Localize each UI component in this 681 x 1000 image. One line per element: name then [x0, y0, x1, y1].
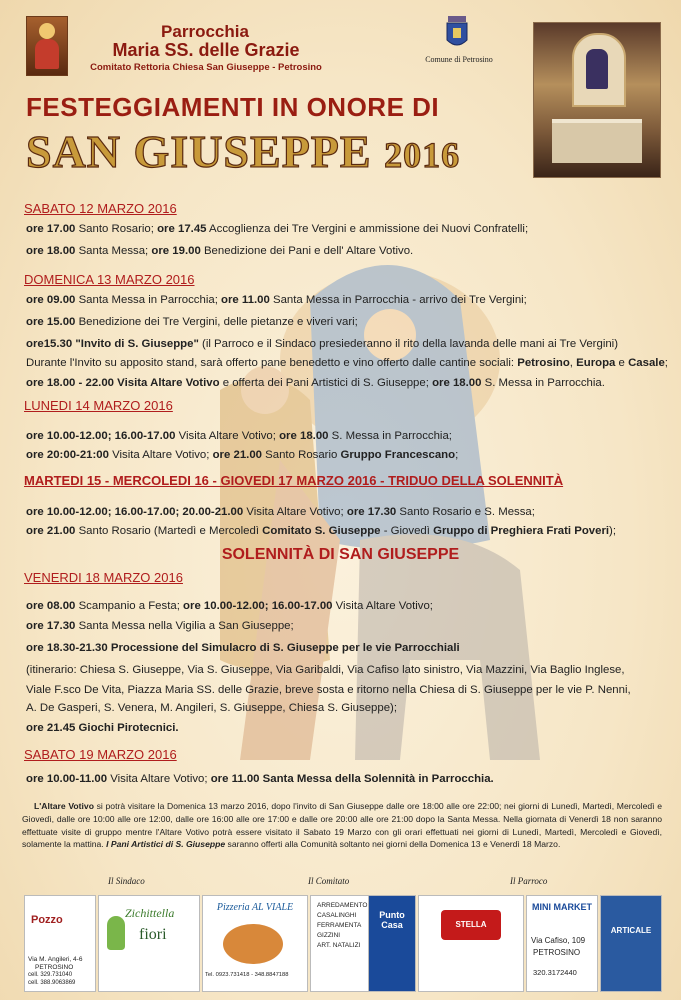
- day-heading: DOMENICA 13 MARZO 2016: [24, 272, 195, 287]
- time-bold: ore15.30 "Invito di S. Giuseppe": [26, 338, 199, 350]
- line-text: S. Messa in Parrocchia;: [328, 430, 452, 442]
- sponsor-mini-market-tel: 320.3172440: [533, 968, 577, 977]
- sponsor-mini-market-addr: Via Cafiso, 109: [531, 936, 586, 945]
- line-text: (il Parroco e il Sindaco presiederanno il rito della lavanda delle mani ai Tre Vergini): [198, 338, 619, 350]
- parrocchia-label: Parrocchia: [161, 22, 249, 41]
- time-bold: Europa: [576, 357, 616, 369]
- sponsor-punto-casa: [368, 895, 416, 992]
- line-text: ;: [455, 449, 459, 461]
- time-bold: ore 18.00: [279, 430, 329, 442]
- sponsor-pizzeria-tel: Tel. 0923.731418 - 348.8847188: [205, 972, 289, 978]
- time-bold: ore 10.00-12.00; 16.00-17.00: [183, 600, 333, 612]
- line-text: Santa Messa;: [75, 245, 152, 257]
- program-line: [26, 702, 397, 714]
- line-text: Santa Messa in Parrocchia;: [75, 294, 222, 306]
- title-year: 2016: [384, 135, 461, 175]
- sign-comitato: Il Comitato: [308, 876, 350, 886]
- program-line: [26, 338, 618, 350]
- note-bold: I Pani Artistici di S. Giuseppe: [106, 839, 226, 850]
- time-bold: ore 17.00: [26, 223, 76, 235]
- line-text: Durante l'Invito su apposito stand, sarà offerto pane benedetto e vino offerto dalle cantine sociali:: [26, 357, 518, 369]
- sponsor-pozzo: [24, 895, 96, 992]
- sponsor-stella-arredi-name: STELLA ARREDI: [441, 910, 501, 940]
- line-text: Santo Rosario;: [75, 223, 158, 235]
- time-bold: ore 21.45 Giochi Pirotecnici.: [26, 722, 179, 734]
- time-bold: ore 18.00: [26, 245, 76, 257]
- program-line: [26, 642, 460, 654]
- sign-sindaco: Il Sindaco: [108, 876, 145, 886]
- sponsor-zichittella: [98, 895, 200, 992]
- title-line1: FESTEGGIAMENTI IN ONORE DI: [26, 92, 440, 122]
- time-bold: ore 11.00: [221, 294, 270, 306]
- time-bold: ore 20:00-21:00: [26, 449, 109, 461]
- line-text: ;: [664, 357, 668, 369]
- day-heading: SABATO 12 MARZO 2016: [24, 201, 177, 216]
- sponsor-casalinghi-item-1: CASALINGHI: [317, 912, 357, 919]
- sponsor-pozzo-name: Pozzo: [31, 914, 63, 926]
- note-paragraph: [22, 800, 662, 851]
- line-text: Santa Messa nella Vigilia a San Giuseppe;: [75, 620, 294, 632]
- line-text: Visita Altare Votivo;: [175, 430, 280, 442]
- time-bold: Comitato S. Giuseppe: [262, 525, 381, 537]
- flower-icon: [107, 916, 125, 950]
- program-line: [26, 245, 413, 257]
- program-line: [26, 223, 528, 235]
- program-line: [26, 684, 631, 696]
- program-line: [26, 430, 452, 442]
- line-text: Santo Rosario (Martedì e Mercoledì: [75, 525, 263, 537]
- sponsor-pozzo-addr: Via M. Angileri, 4-6: [28, 956, 83, 963]
- line-text: );: [609, 525, 617, 537]
- program-line: [26, 377, 605, 389]
- sponsor-mini-market-name: MINI MARKET: [532, 902, 592, 912]
- madonna-icon: [26, 16, 68, 76]
- line-text: (itinerario: Chiesa S. Giuseppe, Via S. Giuseppe, Via Garibaldi, Via Cafiso lato sinistro, Via Mazzini, Via Baglio Inglese,: [26, 664, 625, 676]
- time-bold: ore 18.00 - 22.00 Visita Altare Votivo: [26, 377, 220, 389]
- line-text: Santa Messa in Parrocchia - arrivo dei Tre Vergini;: [269, 294, 527, 306]
- program-line: [26, 664, 625, 676]
- title-saint: SAN GIUSEPPE: [26, 126, 372, 177]
- line-text: Accoglienza dei Tre Vergini e ammissione dei Nuovi Confratelli;: [206, 223, 529, 235]
- program-line: [26, 773, 494, 785]
- altar-photo: [533, 22, 661, 178]
- chiesa-name: Maria SS. delle Grazie: [112, 40, 300, 60]
- sponsor-pizzeria: [202, 895, 308, 992]
- line-text: Benedizione dei Pani e dell' Altare Votivo.: [200, 245, 414, 257]
- sign-parroco: Il Parroco: [510, 876, 548, 886]
- time-bold: ore 08.00: [26, 600, 76, 612]
- line-text: Santo Rosario e S. Messa;: [396, 506, 535, 518]
- line-text: ,: [569, 357, 577, 369]
- comitato-name: Comitato Rettoria Chiesa San Giuseppe - Petrosino: [90, 62, 322, 73]
- line-text: Visita Altare Votivo;: [332, 600, 433, 612]
- title-line2: [26, 125, 526, 178]
- time-bold: ore 17.30: [346, 506, 397, 518]
- time-bold: ore 19.00: [151, 245, 201, 257]
- time-bold: Gruppo di Preghiera Frati Poveri: [433, 525, 610, 537]
- sponsor-strip: [24, 895, 660, 990]
- program-line: [26, 722, 179, 734]
- program-line: [26, 316, 358, 328]
- line-text: Santo Rosario: [262, 449, 341, 461]
- time-bold: ore 21.00: [26, 525, 76, 537]
- time-bold: ore 17.30: [26, 620, 76, 632]
- time-bold: ore 18.00: [432, 377, 482, 389]
- note-bold: L'Altare Votivo: [34, 801, 94, 811]
- line-text: Visita Altare Votivo;: [108, 449, 213, 461]
- program-line: [26, 506, 535, 518]
- time-bold: Petrosino: [517, 357, 570, 369]
- time-bold: ore 17.45: [157, 223, 207, 235]
- program-line: [26, 525, 616, 537]
- day-heading: MARTEDI 15 - MERCOLEDI 16 - GIOVEDI 17 MARZO 2016 - TRIDUO DELLA SOLENNITÀ: [24, 473, 564, 488]
- line-text: A. De Gasperi, S. Venera, M. Angileri, S. Giuseppe, Chiesa S. Giuseppe);: [26, 702, 398, 714]
- time-bold: Casale: [628, 357, 665, 369]
- time-bold: ore 10.00-12.00; 16.00-17.00: [26, 430, 176, 442]
- sponsor-zichittella-name: Zichittella: [125, 906, 175, 920]
- sponsor-pozzo-city: PETROSINO: [35, 964, 74, 971]
- pizza-icon: [223, 924, 283, 964]
- program-line: [26, 449, 458, 461]
- line-text: Viale F.sco De Vita, Piazza Maria SS. delle Grazie, breve sosta e ritorno nella Chiesa di S. Giuseppe per le vie P. Nenni,: [26, 684, 631, 696]
- sponsor-articale-name: ARTICALE: [610, 926, 652, 935]
- time-bold: ore 09.00: [26, 294, 76, 306]
- day-heading: LUNEDI 14 MARZO 2016: [24, 398, 173, 413]
- line-text: e offerta dei Pani Artistici di S. Giuseppe;: [219, 377, 433, 389]
- line-text: Visita Altare Votivo;: [107, 773, 211, 785]
- sponsor-casalinghi-item-0: ARREDAMENTO: [317, 902, 368, 909]
- time-bold: ore 21.00: [212, 449, 262, 461]
- line-text: Benedizione dei Tre Vergini, delle pietanze e viveri vari;: [75, 316, 358, 328]
- sponsor-pizzeria-name: Pizzeria AL VIALE: [216, 902, 294, 913]
- note-text: si potrà visitare la Domenica 13 marzo 2016, dopo l'invito di San Giuseppe dalle ore 18:00 alle ore 22:00; nei giorni di Lunedì, Martedì, Mercoledì e Giovedì, dalle ore 10:00 alle ore 12:00, dalle ore 16:00 alle ore 17:00 e dalle ore 20:00 alle ore 21:00 dopo la Santa Messa. Nella giornata di Venerdì 18 non saranno effettuate visite di gruppo mentre l'Altare Votivo potrà essere visitato il Sabato 19 Marzo con gli orari effettuati nei giorni di Lunedì, Martedì, Mercoledì e Giovedì, solamente la mattina.: [22, 801, 662, 850]
- sponsor-punto-casa-name: Punto Casa: [379, 910, 405, 930]
- line-text: S. Messa in Parrocchia.: [481, 377, 605, 389]
- sponsor-zichittella-sub: fiori: [139, 926, 167, 943]
- comune-label: Comune di Petrosino: [425, 55, 493, 64]
- time-bold: ore 11.00 Santa Messa della Solennità in Parrocchia.: [210, 773, 494, 785]
- line-text: Scampanio a Festa;: [75, 600, 184, 612]
- note-text: saranno offerti alla Comunità soltanto nei giorni della Domenica 13 e Venerdì 18 Marzo.: [225, 839, 561, 850]
- sponsor-casalinghi-item-3: GIZZINI: [317, 932, 341, 939]
- sponsor-articale: [600, 895, 662, 992]
- sponsor-mini-market-city: PETROSINO: [533, 948, 581, 957]
- day-heading: VENERDI 18 MARZO 2016: [24, 570, 183, 585]
- time-bold: ore 10.00-12.00; 16.00-17.00; 20.00-21.00: [26, 506, 244, 518]
- program-line: [26, 294, 527, 306]
- sponsor-casalinghi-item-4: ART. NATALIZI: [317, 942, 361, 949]
- comune-crest-icon: [444, 16, 470, 50]
- line-text: - Giovedì: [380, 525, 434, 537]
- line-text: e: [615, 357, 629, 369]
- sponsor-pozzo-tel2: cell. 388.9063869: [28, 980, 76, 986]
- sponsor-pozzo-tel1: cell. 329.731040: [28, 972, 73, 978]
- time-bold: Gruppo Francescano: [340, 449, 456, 461]
- program-line: [26, 600, 433, 612]
- sponsor-stella-arredi: [418, 895, 524, 992]
- time-bold: ore 18.30-21.30 Processione del Simulacro di S. Giuseppe per le vie Parrocchiali: [26, 642, 460, 654]
- sponsor-mini-market: [526, 895, 598, 992]
- day-heading: SABATO 19 MARZO 2016: [24, 747, 177, 762]
- time-bold: ore 10.00-11.00: [26, 773, 108, 785]
- program-line: [26, 357, 668, 369]
- program-line: [26, 620, 294, 632]
- sponsor-casalinghi-item-2: FERRAMENTA: [317, 922, 362, 929]
- time-bold: ore 15.00: [26, 316, 76, 328]
- solennita-heading: SOLENNITÀ DI SAN GIUSEPPE: [221, 546, 460, 563]
- line-text: Visita Altare Votivo;: [243, 506, 347, 518]
